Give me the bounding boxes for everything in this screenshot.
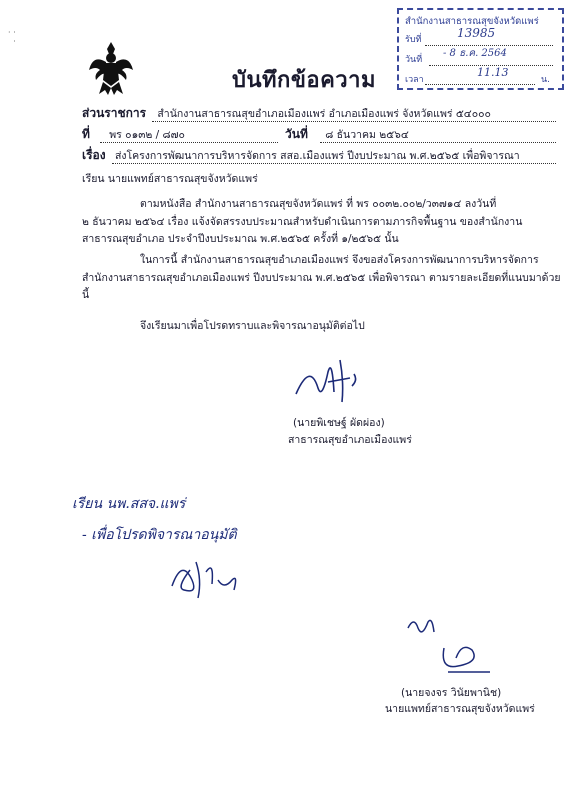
subject-value: ส่งโครงการพัฒนาการบริหารจัดการ สสอ.เมืองแพร่ ปีงบประมาณ พ.ศ.๒๕๖๕ เพื่อพิจารณา: [114, 150, 520, 162]
handwritten-initials: [162, 550, 252, 602]
closing-line: จึงเรียนมาเพื่อโปรดทราบและพิจารณาอนุมัติต่อไป: [140, 320, 365, 332]
body-paragraph-1: [82, 196, 552, 249]
stamp-number-label: รับที่: [405, 35, 422, 45]
ref-value: พร ๐๑๓๒ / ๘๗๐: [109, 129, 185, 141]
memo-title: บันทึกข้อความ: [232, 68, 377, 93]
garuda-emblem-icon: [88, 40, 134, 96]
body-p2-line1: ในการนี้ สำนักงานสาธารณสุขอำเภอเมืองแพร่ จึงขอส่งโครงการพัฒนาการบริหารจัดการ: [140, 254, 539, 266]
stamp-time-value: 11.13: [477, 66, 509, 79]
body-p1-line1: ตามหนังสือ สำนักงานสาธารณสุขจังหวัดแพร่ ที่ พร ๐๐๓๒.๐๐๒/ว๓๗๑๔ ลงวันที่: [140, 198, 497, 210]
date-label: วันที่: [285, 127, 308, 141]
signer-1-name: (นายพิเชษฐ์ ผัดผ่อง): [293, 417, 385, 429]
signer-2-name: (นายจงจร วินัยพานิช): [401, 687, 502, 699]
stamp-date-value: - 8 ธ.ค. 2564: [443, 48, 507, 59]
stamp-time-suffix: น.: [541, 75, 551, 85]
signature-1: [288, 352, 372, 412]
body-p1-line3: สาธารณสุขอำเภอ ประจำปีงบประมาณ พ.ศ.๒๕๖๕ ครั้งที่ ๑/๒๕๖๕ นั้น: [82, 233, 399, 245]
receiving-stamp: [397, 8, 564, 90]
body-p2-line3: นี้: [82, 289, 90, 301]
signer-1-position: สาธารณสุขอำเภอเมืองแพร่: [288, 434, 412, 446]
signature-2: [400, 614, 500, 678]
date-value: ๘ ธันวาคม ๒๕๖๔: [325, 129, 409, 141]
salutation: เรียน นายแพทย์สาธารณสุขจังหวัดแพร่: [82, 173, 258, 185]
body-p2-line2: สำนักงานสาธารณสุขอำเภอเมืองแพร่ ปีงบประมาณ พ.ศ.๒๕๖๕ เพื่อพิจารณา ตามรายละเอียดที่แนบมาด้วย: [82, 271, 561, 284]
stamp-time-label: เวลา: [405, 75, 424, 85]
agency-value: สำนักงานสาธารณสุขอำเภอเมืองแพร่ อำเภอเมืองแพร่ จังหวัดแพร่ ๕๔๐๐๐: [157, 108, 491, 120]
agency-label: ส่วนราชการ: [82, 106, 147, 120]
body-p1-line2: ๒ ธันวาคม ๒๕๖๔ เรื่อง แจ้งจัดสรรงบประมาณสำหรับดำเนินการตามภารกิจพื้นฐาน ของสำนักงาน: [82, 215, 523, 228]
subject-label: เรื่อง: [82, 148, 106, 162]
handwritten-note-line-1: เรียน นพ.สสจ.แพร่: [72, 496, 186, 512]
handwritten-note-line-2: - เพื่อโปรดพิจารณาอนุมัติ: [82, 527, 237, 543]
stray-marks: · · ·: [8, 28, 16, 46]
body-paragraph-2: [82, 252, 561, 305]
ref-label: ที่: [82, 127, 90, 141]
signer-2-position: นายแพทย์สาธารณสุขจังหวัดแพร่: [385, 703, 535, 715]
stamp-number-value: 13985: [457, 26, 496, 40]
stamp-date-label: วันที่: [405, 55, 423, 65]
stamp-org: สำนักงานสาธารณสุขจังหวัดแพร่: [405, 16, 539, 27]
